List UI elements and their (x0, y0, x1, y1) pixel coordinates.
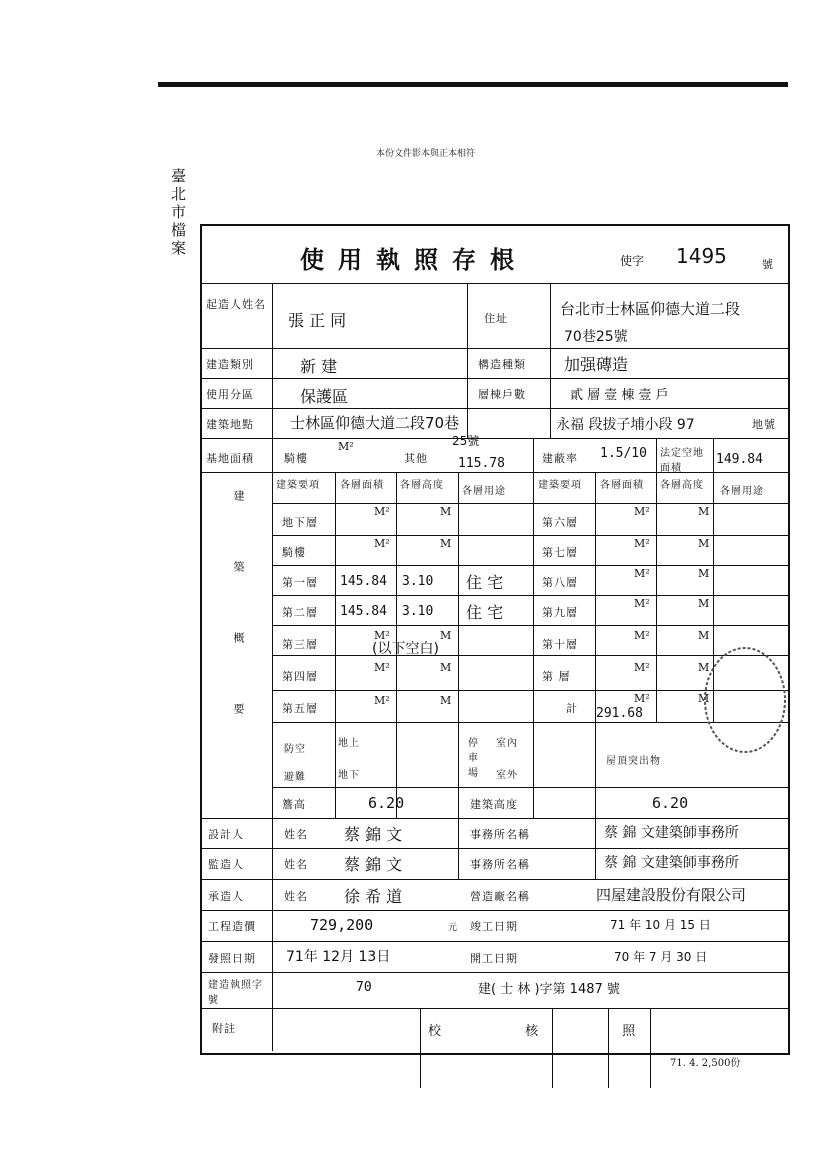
label-floor-2: 第二層 (282, 606, 318, 619)
label-building-summary: 建築概要 (232, 490, 245, 774)
rule (200, 348, 788, 349)
unit-m: M (440, 661, 452, 674)
label-floor-10: 第十層 (542, 638, 578, 651)
label-structure: 構造種類 (478, 358, 526, 371)
unit-m: M (698, 629, 710, 642)
rule (200, 283, 788, 284)
label-floor-7: 第七層 (542, 546, 578, 559)
form-title: 使用執照存根 (300, 245, 528, 274)
label-use-right: 各層用途 (720, 486, 764, 497)
value-applicant: 張 正 同 (288, 311, 347, 330)
label-shelter: 防空避難 (284, 744, 306, 783)
label-name: 姓名 (284, 858, 308, 871)
label-address: 住址 (484, 312, 508, 325)
value-permit-text: 建( 士 林 )字第 1487 號 (478, 982, 620, 997)
value-issue-date: 71年 12月 13日 (286, 949, 391, 965)
rule (420, 1008, 421, 1088)
value-address-line1: 台北市士林區仰德大道二段 (560, 300, 741, 318)
unit-m2: M² (374, 537, 390, 550)
unit-m2: M² (634, 629, 650, 642)
rule (200, 941, 788, 942)
rule (200, 972, 788, 973)
value-permit-year: 70 (356, 980, 372, 995)
value-f1-use: 住 宅 (466, 573, 504, 592)
label-floor-3: 第三層 (282, 638, 318, 651)
value-coverage: 1.5/10 (600, 446, 647, 461)
rule (533, 438, 534, 818)
stamp-text: 本份文件影本與正本相符 (376, 149, 476, 159)
label-item-right: 建築要項 (538, 480, 582, 491)
label-indoor: 室內 (496, 738, 518, 749)
value-supervisor-office: 蔡 錦 文建築師事務所 (604, 855, 739, 871)
label-floor-4: 第四層 (282, 670, 318, 683)
label-area-right: 各層面積 (600, 480, 644, 491)
rule (272, 535, 788, 536)
label-land-area: 基地面積 (206, 452, 254, 465)
label-floors-units: 層棟戶數 (478, 388, 526, 401)
value-designer: 蔡 錦 文 (344, 825, 403, 844)
label-story-height: 簷高 (282, 798, 306, 811)
label-roof: 屋頂突出物 (606, 756, 661, 767)
label-zone: 使用分區 (206, 388, 254, 401)
unit-m: M (440, 629, 452, 642)
label-height-right: 各層高度 (660, 480, 704, 491)
label-arcade-floor: 騎樓 (282, 546, 306, 559)
value-total-area: 291.68 (596, 706, 643, 721)
label-permit: 建造執照字號 (208, 980, 263, 1006)
label-supervisor: 監造人 (208, 858, 244, 871)
label-site-land: 地號 (752, 418, 776, 431)
label-remark: 附註 (212, 1022, 236, 1035)
rule (335, 472, 336, 818)
rule (595, 472, 596, 879)
value-start-date: 70 年 7 月 30 日 (614, 950, 708, 964)
value-f2-use: 住 宅 (466, 603, 504, 622)
unit-m2: M² (374, 505, 390, 518)
value-site-line2: 25號 (452, 434, 480, 448)
value-address-line2: 70巷25號 (564, 329, 628, 345)
rule (272, 283, 273, 1051)
value-cost: 729,200 (310, 916, 374, 934)
value-structure: 加强磚造 (564, 355, 629, 374)
label-legal-area: 法定空地面積 (660, 448, 704, 474)
unit-m: M (698, 505, 710, 518)
value-contractor-company: 四屋建設股份有限公司 (596, 886, 747, 904)
license-number: 1495 (676, 244, 727, 268)
rule (272, 625, 788, 626)
unit-m2: M² (374, 629, 390, 642)
license-suffix: 號 (762, 258, 773, 271)
label-name: 姓名 (284, 828, 308, 841)
round-seal (690, 640, 790, 760)
unit-m2: M² (338, 440, 354, 453)
remark-stamps: 校 核 照 (428, 1024, 676, 1039)
rule (272, 787, 788, 788)
rule (200, 408, 788, 409)
unit-m: M (698, 597, 710, 610)
label-office: 事務所名稱 (470, 858, 530, 871)
rule (272, 565, 788, 566)
unit-m2: M² (634, 661, 650, 674)
unit-m2: M² (374, 694, 390, 707)
value-zone: 保護區 (300, 387, 349, 406)
label-area: 各層面積 (340, 480, 384, 491)
label-designer: 設計人 (208, 828, 244, 841)
value-complete-date: 71 年 10 月 15 日 (610, 918, 711, 932)
value-land-section: 永福 段拔子埔小段 97 (556, 417, 695, 433)
label-floor-5: 第五層 (282, 702, 318, 715)
value-f2-height: 3.10 (402, 604, 434, 619)
unit-m2: M² (634, 537, 650, 550)
label-site: 建築地點 (206, 418, 254, 431)
unit-m2: M² (634, 597, 650, 610)
label-coverage: 建蔽率 (542, 452, 578, 465)
label-build-type: 建造類別 (206, 358, 254, 371)
label-issue: 發照日期 (208, 952, 256, 965)
label-parking: 停車場 (468, 738, 479, 779)
rule (200, 1008, 788, 1009)
label-floor-9: 第九層 (542, 606, 578, 619)
rule (550, 283, 551, 438)
unit-m2: M² (374, 661, 390, 674)
value-supervisor: 蔡 錦 文 (344, 855, 403, 874)
label-use: 各層用途 (462, 486, 506, 497)
value-f3-note: (以下空白) (372, 641, 439, 657)
rule (467, 283, 468, 438)
label-other: 其他 (404, 452, 428, 465)
value-f1-area: 145.84 (340, 574, 387, 589)
label-total: 計 (566, 702, 578, 715)
rule (272, 503, 788, 504)
value-build-type: 新 建 (300, 357, 338, 376)
rule (200, 438, 788, 439)
label-company: 營造廠名稱 (470, 890, 530, 903)
rule (200, 848, 788, 849)
value-story-height: 6.20 (368, 794, 405, 812)
unit-m2: M² (634, 505, 650, 518)
label-arcade: 騎樓 (284, 452, 308, 465)
label-name: 姓名 (284, 890, 308, 903)
label-yuan: 元 (448, 923, 459, 933)
rule (458, 472, 459, 879)
label-contractor: 承造人 (208, 890, 244, 903)
label-height: 各層高度 (400, 480, 444, 491)
label-applicant: 起造人姓名 (206, 298, 266, 311)
side-note: 臺北市檔案 (169, 168, 187, 258)
rule (200, 910, 788, 911)
value-legal-area: 149.84 (716, 452, 763, 467)
unit-m: M (698, 661, 710, 674)
license-prefix: 使字 (620, 254, 645, 268)
label-basement: 地下層 (282, 516, 318, 529)
label-complete: 竣工日期 (470, 920, 518, 933)
value-designer-office: 蔡 錦 文建築師事務所 (604, 825, 739, 841)
label-floor-1: 第一層 (282, 576, 318, 589)
label-floor-6: 第六層 (542, 516, 578, 529)
label-bldg-height: 建築高度 (470, 798, 518, 811)
value-site: 士林區仰德大道二段70巷 (290, 414, 460, 432)
label-cost: 工程造價 (208, 920, 256, 933)
certification-stamp (376, 146, 475, 159)
unit-m: M (698, 567, 710, 580)
rule (200, 378, 788, 379)
rule (200, 879, 788, 880)
label-above-ground: 地上 (338, 738, 360, 749)
label-under-ground: 地下 (338, 770, 360, 781)
rule (656, 438, 657, 722)
value-floors-units: 貳 層 壹 棟 壹 戶 (570, 388, 669, 403)
value-f2-area: 145.84 (340, 604, 387, 619)
label-floor-8: 第八層 (542, 576, 578, 589)
value-other-area: 115.78 (458, 456, 505, 471)
unit-m2: M² (634, 567, 650, 580)
unit-m: M (698, 537, 710, 550)
value-contractor: 徐 希 道 (344, 887, 403, 906)
unit-m: M (440, 537, 452, 550)
unit-m: M (698, 692, 710, 705)
value-bldg-height: 6.20 (652, 794, 689, 812)
label-item: 建築要項 (276, 480, 320, 491)
unit-m2: M² (634, 692, 650, 705)
footer-note: 71. 4. 2,500份 (670, 1058, 741, 1069)
label-outdoor: 室外 (496, 770, 518, 781)
rule (200, 818, 788, 819)
label-start: 開工日期 (470, 952, 518, 965)
unit-m: M (440, 505, 452, 518)
unit-m: M (440, 694, 452, 707)
rule (272, 595, 788, 596)
label-office: 事務所名稱 (470, 828, 530, 841)
label-floor-n: 第 層 (542, 670, 571, 683)
value-f1-height: 3.10 (402, 574, 434, 589)
